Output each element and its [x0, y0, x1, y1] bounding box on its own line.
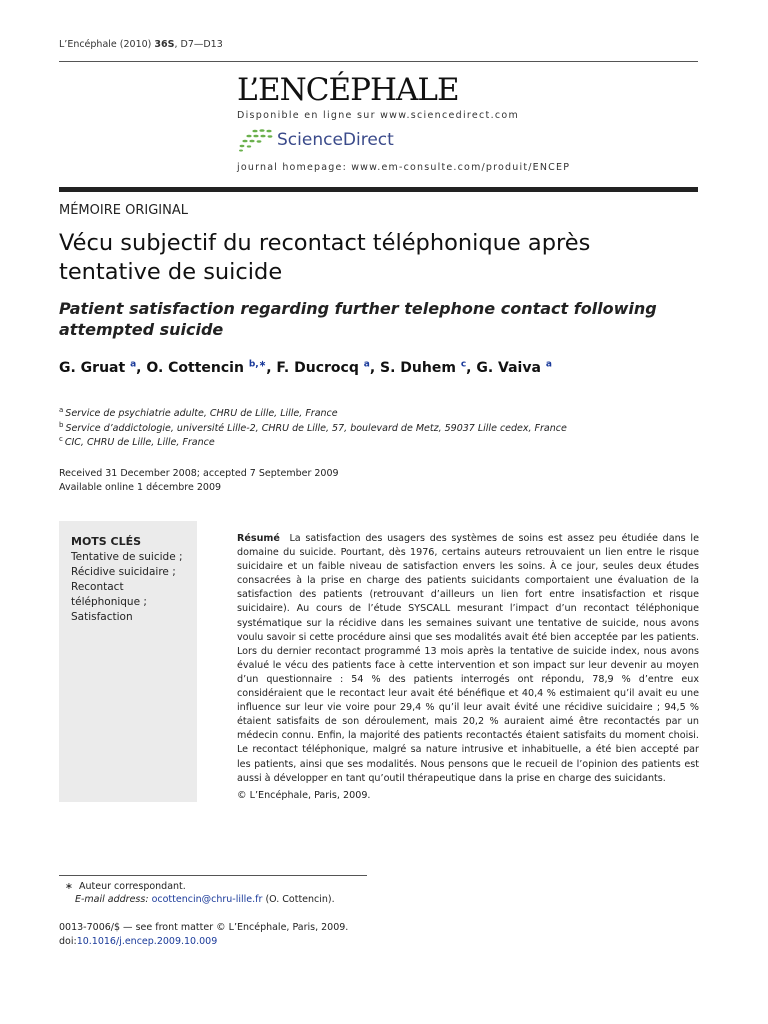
keywords-box [59, 521, 197, 802]
availability-text: Disponible en ligne sur www.sciencedirect.com [237, 110, 520, 121]
doi-link[interactable]: 10.1016/j.encep.2009.10.009 [76, 936, 218, 947]
journal-logo: L’ENCÉPHALE [237, 72, 459, 108]
keyword: Satisfaction [71, 611, 133, 623]
online-date: Available online 1 décembre 2009 [59, 482, 222, 493]
keyword: Récidive suicidaire ; [71, 566, 176, 578]
keyword: Recontact [71, 581, 124, 593]
article-dates [59, 467, 339, 495]
received-date: Received 31 December 2008; accepted 7 September 2009 [59, 468, 339, 479]
front-matter [59, 921, 348, 949]
keyword: téléphonique ; [71, 596, 147, 608]
abstract-heading: Résumé [237, 533, 280, 544]
footnote-corresponding: ∗ Auteur correspondant. [65, 881, 186, 892]
author: S. Duhem $^c$, [380, 359, 477, 376]
citation-journal: L’Encéphale (2010) [59, 39, 152, 50]
header-divider [59, 187, 698, 192]
author-list [59, 359, 552, 376]
footnote [65, 880, 335, 906]
keyword: Tentative de suicide ; [71, 551, 183, 563]
article-title-en: Patient satisfaction regarding further telephone contact following attempted suicide [59, 299, 657, 339]
author: G. Gruat $^a$, [59, 359, 147, 376]
section-label: MÉMOIRE ORIGINAL [59, 203, 188, 218]
citation-pages: , D7—D13 [174, 39, 223, 50]
doi-line: doi:10.1016/j.encep.2009.10.009 [59, 936, 218, 947]
sciencedirect-dots-icon [237, 128, 275, 152]
email-link[interactable]: ocottencin@chru-lille.fr [151, 894, 263, 905]
abstract-copyright: © L’Encéphale, Paris, 2009. [237, 790, 371, 801]
journal-citation [59, 39, 223, 50]
footnote-email: E-mail address: ocottencin@chru-lille.fr (O. Cottencin). [75, 894, 335, 905]
issn-line: 0013-7006/$ — see front matter © L’Encéphale, Paris, 2009. [59, 922, 349, 933]
journal-homepage: journal homepage: www.em-consulte.com/produit/ENCEP [237, 162, 571, 173]
article-title-fr: Vécu subjectif du recontact téléphonique après tentative de suicide [59, 230, 591, 285]
keywords-title: MOTS CLÉS [71, 535, 142, 548]
top-rule [59, 61, 698, 62]
sciencedirect-logo [237, 128, 394, 152]
footnote-rule [59, 875, 367, 876]
citation-volume: 36S [154, 39, 175, 50]
abstract [237, 532, 699, 786]
author: F. Ducrocq $^a$, [276, 359, 381, 376]
sciencedirect-wordmark: ScienceDirect [277, 130, 394, 150]
author: G. Vaiva $^a$ [476, 359, 552, 376]
abstract-text: La satisfaction des usagers des systèmes de soins est assez peu étudiée dans le domaine du suicide. Pourtant, dès 1976, certains auteurs retrouvaient un lien entre le risque suicidaire et un faible niveau de satisfaction envers les soins. À ce jour, seules deux études consacrées à la prise en charge des patients suicidants comportaient une évaluation de la satisfaction des patients (retrouvant d’ailleurs un lien fort entre insatisfaction et risque suicidaire). Au cours de l’étude SYSCALL mesurant l’impact d’un recontact téléphonique systématique sur la récidive dans les semaines suivant une tentative de suicide, nous avons voulu savoir si cette procédure ainsi que ses modalités avait été bien acceptée par les patients. Lors du dernier recontact programmé 13 mois après la tentative de suicide index, nous avons évalué le vécu des patients face à cette intervention et son impact sur leur devenir au moyen d’un questionnaire : 54 % des patients interrogés ont répondu, 78,9 % d’entre eux considéraient que le recontact leur avait été bénéfique et 40,4 % estimaient qu’il avait eu une influence sur leur vie voire pour 29,4 % qu’il leur avait évité une récidive suicidaire ; 94,5 % étaient satisfaits de son déroulement, mais 20,2 % auraient aimé être recontactés par un médecin connu. Enfin, la majorité des patients recontactés étaient satisfaits du moment choisi. Le recontact téléphonique, malgré sa nature intrusive et inhabituelle, a été bien accepté par les patients, ainsi que ses modalités. Nous pensons que le recueil de l’opinion des patients est aussi à développer en tant qu’outil thérapeutique dans la prise en charge des suicidants. [237, 533, 699, 784]
affiliation: $^c$ CIC, CHRU de Lille, Lille, France [59, 435, 215, 449]
affiliation: $^a$ Service de psychiatrie adulte, CHRU de Lille, Lille, France [59, 406, 338, 420]
affiliation: $^b$ Service d’addictologie, université Lille-2, CHRU de Lille, 57, boulevard de Metz, 59037 Lille cedex, France [59, 421, 567, 435]
author: O. Cottencin $^{b,∗}$, [146, 359, 277, 376]
